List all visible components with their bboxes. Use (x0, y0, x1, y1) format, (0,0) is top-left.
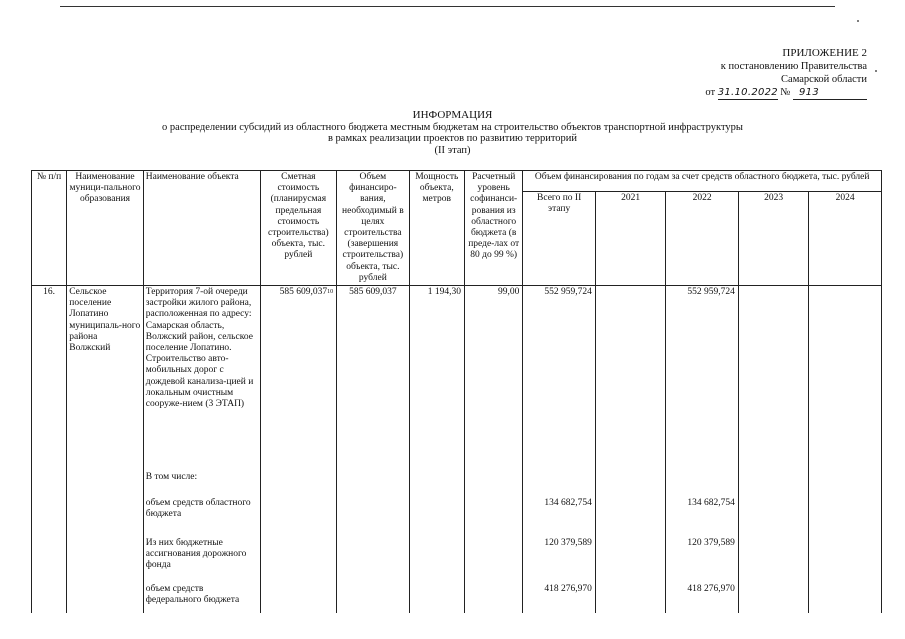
header-total: Всего по II этапу (523, 192, 596, 286)
table-row (32, 286, 882, 471)
empty-cell (67, 583, 144, 613)
header-by-years: Объем финансирования по годам за счет средств областного бюджета, тыс. рублей (523, 171, 882, 192)
empty-cell (595, 583, 665, 613)
empty-cell (464, 497, 522, 537)
sub-row-label: объем средств федерального бюджета (143, 583, 260, 613)
date-prefix: от (705, 87, 716, 98)
empty-cell (337, 537, 410, 583)
empty-cell (337, 497, 410, 537)
empty-cell (595, 497, 665, 537)
header-num: № п/п (32, 171, 67, 286)
header-financing-volume: Объем финансиро-вания, необходимый в целях строительства (завершения строительства) объекта, тыс. рублей (337, 171, 410, 286)
empty-cell (809, 583, 882, 613)
empty-cell (260, 471, 337, 497)
empty-cell (67, 497, 144, 537)
sub-row-total: 120 379,589 (523, 537, 596, 583)
empty-cell (809, 537, 882, 583)
sub-row-label: Из них бюджетные ассигнования дорожного фонда (143, 537, 260, 583)
sub-row-2022: 120 379,589 (666, 537, 739, 583)
header-year-2021: 2021 (595, 192, 665, 286)
empty-cell (523, 471, 596, 497)
appendix-line1: к постановлению Правительства (720, 61, 867, 72)
row-financing-volume: 585 609,037 (337, 286, 410, 471)
empty-cell (595, 471, 665, 497)
header-object: Наименование объекта (143, 171, 260, 286)
number-prefix: № (780, 87, 791, 98)
sub-row-total: 134 682,754 (523, 497, 596, 537)
empty-cell (738, 497, 808, 537)
empty-cell (409, 583, 464, 613)
empty-cell (464, 471, 522, 497)
empty-cell (738, 471, 808, 497)
empty-cell (32, 497, 67, 537)
empty-cell (464, 583, 522, 613)
header-cofinancing: Расчетный уровень софинанси-рования из областного бюджета (в преде-лах от 80 до 99 %) (464, 171, 522, 286)
row-cofinancing: 99,00 (464, 286, 522, 471)
sub-row (32, 497, 882, 537)
empty-cell (260, 497, 337, 537)
empty-cell (409, 497, 464, 537)
sub-row-2022: 418 276,970 (666, 583, 739, 613)
row-2021 (595, 286, 665, 471)
document-heading (0, 110, 905, 156)
speck (875, 70, 877, 72)
heading-line1: о распределении субсидий из областного бюджета местным бюджетам на строительство объектов транспортной инфраструктуры (162, 121, 743, 133)
row-2022: 552 959,724 (666, 286, 739, 471)
empty-cell (409, 471, 464, 497)
appendix-block (705, 47, 867, 100)
row-num: 16. (32, 286, 67, 471)
heading-line2: в рамках реализации проектов по развитию территорий (327, 133, 578, 144)
empty-cell (337, 471, 410, 497)
sub-row-total: 418 276,970 (523, 583, 596, 613)
empty-cell (32, 471, 67, 497)
empty-cell (738, 537, 808, 583)
empty-cell (409, 537, 464, 583)
row-capacity: 1 194,30 (409, 286, 464, 471)
appendix-title: ПРИЛОЖЕНИЕ 2 (782, 47, 867, 59)
empty-cell (67, 537, 144, 583)
empty-cell (32, 583, 67, 613)
sub-row-2022: 134 682,754 (666, 497, 739, 537)
empty-cell (260, 537, 337, 583)
subsidy-table (31, 170, 882, 613)
header-municipality: Наименование муници-пального образования (67, 171, 144, 286)
number-value: 913 (793, 86, 867, 100)
row-cost-footnote: 10 (327, 289, 334, 296)
row-cost: 585 609,037 (279, 287, 328, 298)
sub-row-label: объем средств областного бюджета (143, 497, 260, 537)
appendix-line2: Самарской области (781, 74, 867, 85)
empty-cell (67, 471, 144, 497)
header-year-2024: 2024 (809, 192, 882, 286)
date-value: 31.10.2022 (717, 87, 778, 98)
top-rule (60, 6, 835, 7)
appendix-date-line (705, 86, 867, 100)
empty-cell (260, 583, 337, 613)
empty-cell (32, 537, 67, 583)
including-row (32, 471, 882, 497)
header-year-2023: 2023 (738, 192, 808, 286)
header-cost: Сметная стоимость (планирусмая предельная стоимость строительства) объекта, тыс. рублей (260, 171, 337, 286)
speck (857, 20, 859, 22)
empty-cell (337, 583, 410, 613)
header-year-2022: 2022 (666, 192, 739, 286)
sub-row (32, 537, 882, 583)
row-total: 552 959,724 (523, 286, 596, 471)
row-municipality: Сельское поселение Лопатино муниципаль-ного района Волжский (67, 286, 144, 471)
empty-cell (464, 537, 522, 583)
row-object: Территория 7-ой очереди застройки жилого района, расположенная по адресу: Самарская область, Волжский район, сельское поселение Лопатино. Строительство авто-мобильных дорог с дождевой канализа-цией и локальным очистным сооруже-нием (3 ЭТАП) (143, 286, 260, 471)
empty-cell (809, 471, 882, 497)
row-2023 (738, 286, 808, 471)
heading-title: ИНФОРМАЦИЯ (412, 109, 493, 121)
empty-cell (666, 471, 739, 497)
empty-cell (738, 583, 808, 613)
including-label: В том числе: (143, 471, 260, 497)
row-2024 (809, 286, 882, 471)
sub-row (32, 583, 882, 613)
heading-line3: (II этап) (434, 144, 471, 156)
header-capacity: Мощность объекта, метров (409, 171, 464, 286)
row-cost-cell (260, 286, 337, 471)
empty-cell (595, 537, 665, 583)
empty-cell (809, 497, 882, 537)
